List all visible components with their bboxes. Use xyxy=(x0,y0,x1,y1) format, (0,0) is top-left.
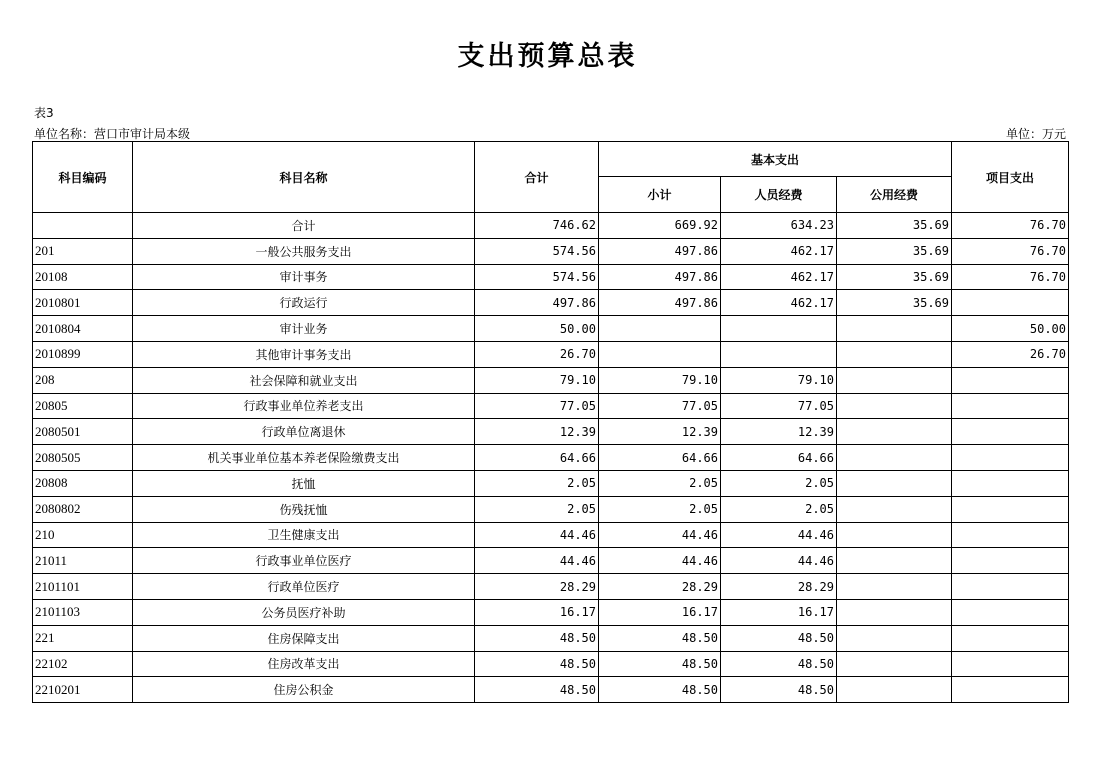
cell-project: 26.70 xyxy=(952,341,1069,367)
cell-name: 住房改革支出 xyxy=(133,651,475,677)
cell-total: 746.62 xyxy=(475,213,599,239)
table-row xyxy=(33,264,1069,290)
cell-project: 76.70 xyxy=(952,238,1069,264)
cell-subtotal: 48.50 xyxy=(599,651,721,677)
cell-subtotal: 497.86 xyxy=(599,290,721,316)
cell-subtotal: 44.46 xyxy=(599,548,721,574)
cell-subtotal: 669.92 xyxy=(599,213,721,239)
cell-subtotal: 2.05 xyxy=(599,470,721,496)
cell-subtotal: 497.86 xyxy=(599,238,721,264)
cell-public xyxy=(837,470,952,496)
cell-subtotal: 497.86 xyxy=(599,264,721,290)
header-public-cost: 公用经费 xyxy=(837,177,952,213)
cell-public xyxy=(837,367,952,393)
table-number: 表3 xyxy=(34,106,54,120)
cell-total: 48.50 xyxy=(475,625,599,651)
cell-personnel: 44.46 xyxy=(721,548,837,574)
cell-subtotal: 44.46 xyxy=(599,522,721,548)
cell-public: 35.69 xyxy=(837,238,952,264)
table-row xyxy=(33,496,1069,522)
cell-subtotal: 77.05 xyxy=(599,393,721,419)
cell-personnel: 462.17 xyxy=(721,264,837,290)
table-row xyxy=(33,419,1069,445)
cell-name: 卫生健康支出 xyxy=(133,522,475,548)
header-project-expenditure: 项目支出 xyxy=(952,142,1069,213)
cell-name: 行政运行 xyxy=(133,290,475,316)
table-row xyxy=(33,238,1069,264)
header-total: 合计 xyxy=(475,142,599,213)
cell-total: 574.56 xyxy=(475,238,599,264)
cell-subtotal xyxy=(599,316,721,342)
cell-project xyxy=(952,625,1069,651)
cell-name: 行政事业单位养老支出 xyxy=(133,393,475,419)
cell-total: 2.05 xyxy=(475,496,599,522)
cell-code xyxy=(33,213,133,239)
page-title: 支出预算总表 xyxy=(457,41,638,72)
cell-public: 35.69 xyxy=(837,213,952,239)
header-subtotal: 小计 xyxy=(599,177,721,213)
cell-subtotal xyxy=(599,341,721,367)
header-basic-expenditure: 基本支出 xyxy=(599,142,952,177)
cell-public xyxy=(837,625,952,651)
table-body xyxy=(33,213,1069,703)
cell-public xyxy=(837,651,952,677)
cell-code: 2010899 xyxy=(33,341,133,367)
cell-name: 公务员医疗补助 xyxy=(133,599,475,625)
cell-subtotal: 16.17 xyxy=(599,599,721,625)
cell-project xyxy=(952,522,1069,548)
cell-public: 35.69 xyxy=(837,264,952,290)
cell-public xyxy=(837,496,952,522)
cell-total: 16.17 xyxy=(475,599,599,625)
cell-personnel: 462.17 xyxy=(721,238,837,264)
cell-personnel: 2.05 xyxy=(721,496,837,522)
cell-name: 行政单位离退休 xyxy=(133,419,475,445)
cell-name: 抚恤 xyxy=(133,470,475,496)
cell-total: 44.46 xyxy=(475,522,599,548)
cell-subtotal: 79.10 xyxy=(599,367,721,393)
cell-personnel: 44.46 xyxy=(721,522,837,548)
cell-code: 221 xyxy=(33,625,133,651)
cell-total: 79.10 xyxy=(475,367,599,393)
header-personnel-cost: 人员经费 xyxy=(721,177,837,213)
cell-project xyxy=(952,548,1069,574)
cell-code: 20108 xyxy=(33,264,133,290)
cell-code: 210 xyxy=(33,522,133,548)
table-row xyxy=(33,341,1069,367)
cell-name: 住房公积金 xyxy=(133,677,475,703)
cell-subtotal: 48.50 xyxy=(599,625,721,651)
cell-name: 伤残抚恤 xyxy=(133,496,475,522)
cell-code: 2080505 xyxy=(33,445,133,471)
cell-code: 21011 xyxy=(33,548,133,574)
cell-name: 住房保障支出 xyxy=(133,625,475,651)
cell-project xyxy=(952,367,1069,393)
cell-code: 201 xyxy=(33,238,133,264)
cell-name: 行政单位医疗 xyxy=(133,574,475,600)
table-row xyxy=(33,367,1069,393)
cell-project xyxy=(952,574,1069,600)
cell-project xyxy=(952,496,1069,522)
cell-project xyxy=(952,470,1069,496)
cell-code: 2010804 xyxy=(33,316,133,342)
cell-name: 审计业务 xyxy=(133,316,475,342)
cell-code: 208 xyxy=(33,367,133,393)
cell-personnel: 16.17 xyxy=(721,599,837,625)
cell-code: 2010801 xyxy=(33,290,133,316)
cell-public xyxy=(837,677,952,703)
table-row xyxy=(33,522,1069,548)
cell-total: 28.29 xyxy=(475,574,599,600)
cell-personnel: 462.17 xyxy=(721,290,837,316)
cell-project xyxy=(952,393,1069,419)
table-row xyxy=(33,599,1069,625)
cell-total: 48.50 xyxy=(475,651,599,677)
cell-project xyxy=(952,599,1069,625)
table-row xyxy=(33,574,1069,600)
cell-public xyxy=(837,548,952,574)
cell-project xyxy=(952,445,1069,471)
cell-personnel: 64.66 xyxy=(721,445,837,471)
cell-total: 64.66 xyxy=(475,445,599,471)
table-row xyxy=(33,625,1069,651)
cell-code: 2101103 xyxy=(33,599,133,625)
cell-subtotal: 48.50 xyxy=(599,677,721,703)
cell-project xyxy=(952,290,1069,316)
cell-public xyxy=(837,316,952,342)
cell-personnel: 12.39 xyxy=(721,419,837,445)
cell-total: 2.05 xyxy=(475,470,599,496)
cell-code: 2210201 xyxy=(33,677,133,703)
cell-personnel: 28.29 xyxy=(721,574,837,600)
cell-total: 48.50 xyxy=(475,677,599,703)
cell-personnel xyxy=(721,341,837,367)
cell-personnel: 2.05 xyxy=(721,470,837,496)
currency-unit-label: 单位：万元 xyxy=(1005,127,1066,141)
cell-public: 35.69 xyxy=(837,290,952,316)
cell-public xyxy=(837,522,952,548)
cell-total: 77.05 xyxy=(475,393,599,419)
cell-project xyxy=(952,677,1069,703)
table-row xyxy=(33,393,1069,419)
table-row xyxy=(33,548,1069,574)
cell-project xyxy=(952,651,1069,677)
cell-personnel: 48.50 xyxy=(721,651,837,677)
cell-code: 22102 xyxy=(33,651,133,677)
cell-subtotal: 64.66 xyxy=(599,445,721,471)
cell-public xyxy=(837,599,952,625)
cell-project: 76.70 xyxy=(952,264,1069,290)
header-name: 科目名称 xyxy=(133,142,475,213)
cell-project: 76.70 xyxy=(952,213,1069,239)
cell-total: 50.00 xyxy=(475,316,599,342)
cell-public xyxy=(837,341,952,367)
cell-personnel xyxy=(721,316,837,342)
cell-personnel: 48.50 xyxy=(721,677,837,703)
cell-code: 2101101 xyxy=(33,574,133,600)
cell-subtotal: 28.29 xyxy=(599,574,721,600)
cell-total: 44.46 xyxy=(475,548,599,574)
cell-code: 20808 xyxy=(33,470,133,496)
cell-total: 497.86 xyxy=(475,290,599,316)
cell-public xyxy=(837,445,952,471)
cell-total: 574.56 xyxy=(475,264,599,290)
cell-total: 26.70 xyxy=(475,341,599,367)
cell-personnel: 48.50 xyxy=(721,625,837,651)
table-row xyxy=(33,316,1069,342)
cell-total: 12.39 xyxy=(475,419,599,445)
budget-table xyxy=(32,141,1069,703)
cell-personnel: 634.23 xyxy=(721,213,837,239)
cell-name: 社会保障和就业支出 xyxy=(133,367,475,393)
cell-code: 2080501 xyxy=(33,419,133,445)
cell-subtotal: 2.05 xyxy=(599,496,721,522)
cell-project: 50.00 xyxy=(952,316,1069,342)
table-row xyxy=(33,213,1069,239)
cell-personnel: 77.05 xyxy=(721,393,837,419)
cell-name: 一般公共服务支出 xyxy=(133,238,475,264)
table-row xyxy=(33,677,1069,703)
cell-public xyxy=(837,393,952,419)
cell-name: 其他审计事务支出 xyxy=(133,341,475,367)
cell-name: 审计事务 xyxy=(133,264,475,290)
cell-public xyxy=(837,574,952,600)
table-row xyxy=(33,445,1069,471)
unit-name-label: 单位名称：营口市审计局本级 xyxy=(34,127,191,141)
cell-personnel: 79.10 xyxy=(721,367,837,393)
cell-name: 机关事业单位基本养老保险缴费支出 xyxy=(133,445,475,471)
table-header xyxy=(33,142,1069,213)
cell-name: 合计 xyxy=(133,213,475,239)
table-row xyxy=(33,651,1069,677)
cell-subtotal: 12.39 xyxy=(599,419,721,445)
table-row xyxy=(33,470,1069,496)
header-code: 科目编码 xyxy=(33,142,133,213)
table-row xyxy=(33,290,1069,316)
cell-code: 20805 xyxy=(33,393,133,419)
cell-code: 2080802 xyxy=(33,496,133,522)
cell-public xyxy=(837,419,952,445)
cell-name: 行政事业单位医疗 xyxy=(133,548,475,574)
cell-project xyxy=(952,419,1069,445)
